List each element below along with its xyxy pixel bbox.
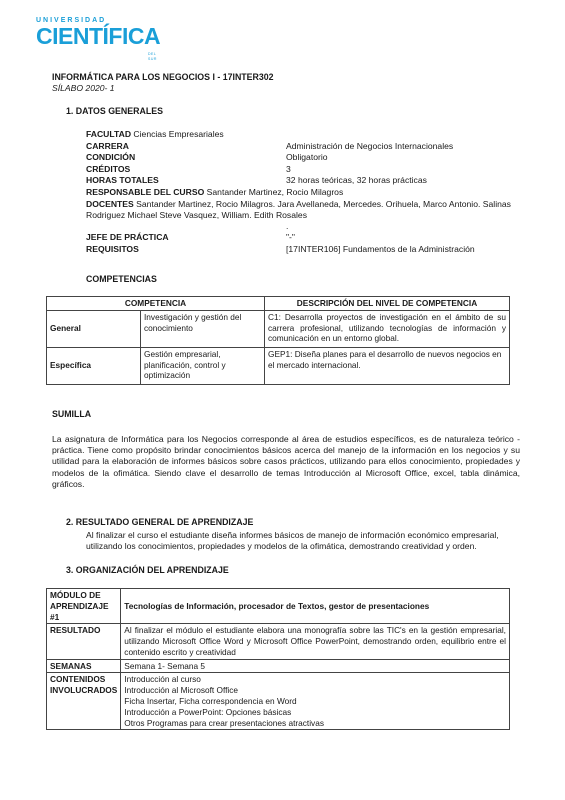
logo-top-text: UNIVERSIDAD [36,17,107,24]
responsable-row [86,187,526,199]
modulo-value: Tecnologías de Información, procesador de Textos, gestor de presentaciones [121,589,510,624]
organizacion-table [46,588,510,730]
list-item: Introducción a PowerPoint: Opciones básicas [124,706,292,717]
header-descripcion: DESCRIPCIÓN DEL NIVEL DE COMPETENCIA [265,297,510,311]
table-row [47,310,510,347]
list-item: Ficha Insertar, Ficha correspondencia en Word [124,696,297,707]
condicion-row [86,152,526,164]
creditos-row [86,164,526,176]
condicion-label: CONDICIÓN [86,152,136,163]
jefe-value: "-" [286,231,295,242]
carrera-row [86,141,526,153]
resultado-text: Al finalizar el curso el estudiante diseña informes básicos de manejo de información económico empresarial, utilizando los conocimientos, propiedades y modelos de la ofimática, demostrando creatividad y orden. [86,530,499,552]
semanas-label: SEMANAS [47,659,121,673]
docentes-row [86,199,526,221]
condicion-value: Obligatorio [286,152,328,163]
logo-main-text: CIENTÍFICA [36,23,161,50]
list-item: Introducción al Microsoft Office [124,685,239,696]
requisitos-row [86,244,526,256]
horas-value: 32 horas teóricas, 32 horas prácticas [286,175,427,186]
contenidos-label: CONTENIDOS INVOLUCRADOS [47,673,121,730]
section-organizacion: 3. ORGANIZACIÓN DEL APRENDIZAJE [66,565,229,575]
competencias-heading: COMPETENCIAS [86,274,157,284]
resultado-value: Al finalizar el módulo el estudiante elabora una monografía sobre las TIC's en la gestión empresarial, utilizando Microsoft Office Word y Microsoft Office PowerPoint, demostrando orden, equilibrio entre el contenido escrito y creatividad [121,624,510,659]
horas-label: HORAS TOTALES [86,175,159,186]
facultad-value: Ciencias Empresariales [133,129,224,139]
competencia-nombre: Investigación y gestión del conocimiento [141,310,265,347]
modulo-row [47,589,510,624]
dot-mark: . [286,220,289,231]
section-resultado: 2. RESULTADO GENERAL DE APRENDIZAJE [66,517,254,527]
semanas-row [47,659,510,673]
competencias-header-row [47,297,510,311]
sumilla-heading: SUMILLA [52,409,92,419]
responsable-label: RESPONSABLE DEL CURSO [86,186,205,197]
semanas-value: Semana 1- Semana 5 [121,659,510,673]
jefe-row [86,232,526,244]
sumilla-text: La asignatura de Informática para los Negocios corresponde al área de estudios específicos, es de naturaleza teórico - práctica. Tiene como propósito brindar conocimientos básicos acerca del manejo de la información en los negocios y su utilidad para la elaboración de informes básicos sobre casos prácticos, utilizando para ellos conocimiento, propiedades y modelos de la ofimática. Siendo clave el desarrollo de temas Introducción al Microsoft Office, excel, tabla dinámica, gráficos. [52,434,520,489]
list-item: Introducción al curso [124,674,201,685]
docentes-value: Santander Martinez, Rocio Milagros. Jara Avellaneda, Mercedes. Orihuela, Marco Antonio. Salinas Rodriguez Michael Steve Vasquez, William. Edith Rosales [86,198,511,220]
competencia-descripcion: GEP1: Diseña planes para el desarrollo de nuevos negocios en el mercado internacional. [265,347,510,384]
datos-block [86,129,526,255]
silabo-label: SÍLABO 2020- 1 [52,83,115,93]
dot-row [86,221,526,232]
creditos-value: 3 [286,163,291,174]
competencia-tipo: General [47,310,141,347]
contenidos-row [47,673,510,730]
horas-row [86,175,526,187]
competencia-nombre: Gestión empresarial, planificación, control y optimización [141,347,265,384]
section-datos-generales: 1. DATOS GENERALES [66,106,163,116]
creditos-label: CRÉDITOS [86,163,131,174]
list-item: Otros Programas para crear presentaciones atractivas [124,717,324,728]
competencias-table [46,296,510,385]
logo-sub-text: DEL SUR [148,52,157,61]
carrera-label: CARRERA [86,140,129,151]
facultad-row [86,129,526,141]
table-row [47,347,510,384]
responsable-value: Santander Martinez, Rocio Milagros [206,186,344,197]
resultado-row [47,624,510,659]
modulo-label: MÓDULO DE APRENDIZAJE #1 [47,589,121,624]
docentes-label: DOCENTES [86,198,134,209]
contenidos-list [121,673,510,730]
resultado-label: RESULTADO [47,624,121,659]
competencia-descripcion: C1: Desarrolla proyectos de investigación en el ámbito de su carrera profesional, utilizando tecnologías de información y comunicación en un entorno global. [265,310,510,347]
competencia-tipo: Específica [47,347,141,384]
requisitos-value: [17INTER106] Fundamentos de la Administración [286,243,475,254]
course-title: INFORMÁTICA PARA LOS NEGOCIOS I - 17INTER302 [52,72,274,82]
jefe-label: JEFE DE PRÁCTICA [86,231,169,242]
header-competencia: COMPETENCIA [47,297,265,311]
carrera-value: Administración de Negocios Internacionales [286,140,454,151]
facultad-label: FACULTAD [86,129,132,139]
university-logo [36,16,166,61]
requisitos-label: REQUISITOS [86,243,139,254]
